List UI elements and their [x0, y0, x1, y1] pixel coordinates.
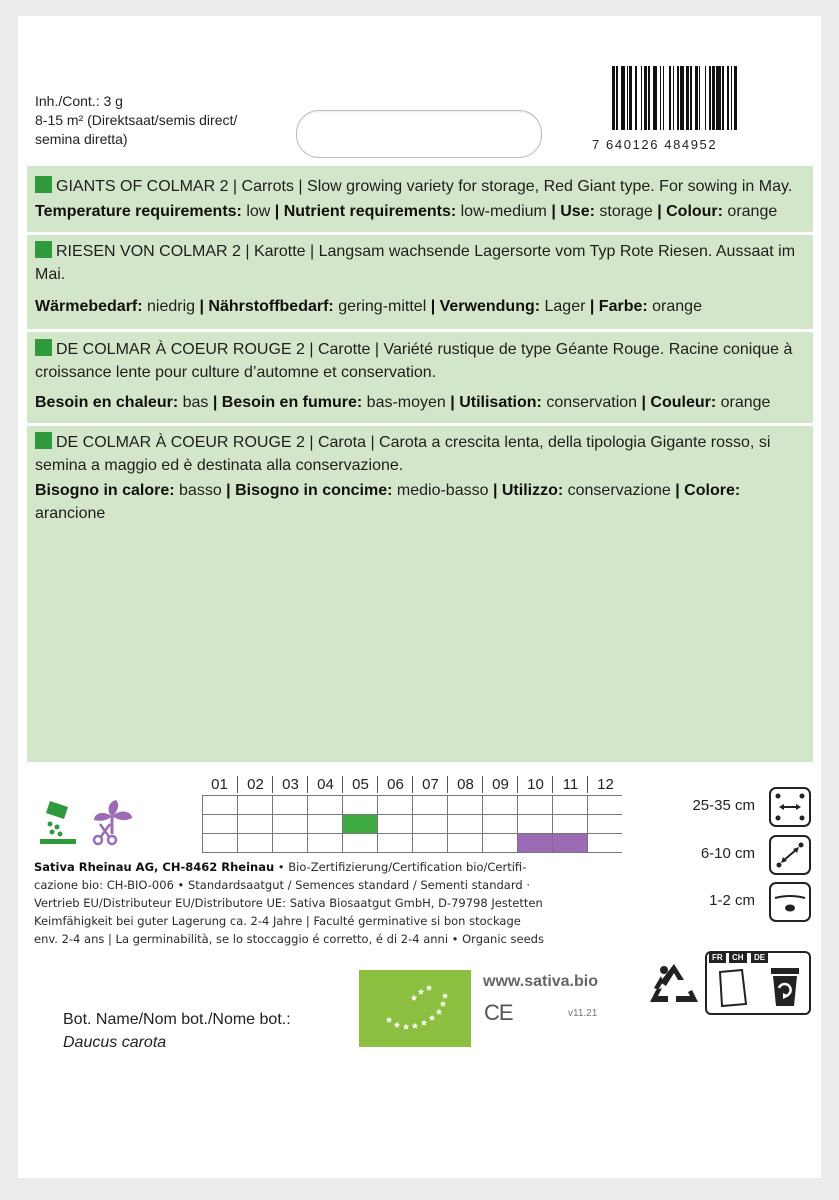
calendar-cell: [552, 796, 587, 814]
barcode-bar: [627, 66, 628, 130]
barcode-bar: [653, 66, 657, 130]
eu-organic-logo: [359, 970, 471, 1047]
spec-value: bas: [178, 394, 213, 411]
barcode: [608, 66, 768, 136]
section-desc: GIANTS OF COLMAR 2 | Carrots | Slow growing variety for storage, Red Giant type. For sowing in May.: [56, 178, 793, 195]
section-it: [35, 431, 801, 525]
barcode-bar: [616, 66, 617, 130]
spec-key: | Nutrient requirements:: [274, 203, 457, 220]
calendar-cell: [587, 815, 622, 833]
legal-line: cazione bio: CH-BIO-006 • Standardsaatgut / Semences standard / Sementi standard ·: [34, 878, 530, 892]
barcode-bar: [621, 66, 625, 130]
latin-name: Daucus carota: [63, 1034, 167, 1051]
green-square-icon: [35, 339, 52, 356]
green-square-icon: [35, 176, 52, 193]
green-square-icon: [35, 432, 52, 449]
calendar-grid: [202, 795, 622, 853]
spec-key: | Couleur:: [641, 394, 717, 411]
calendar-cell: [412, 815, 447, 833]
barcode-bar: [648, 66, 649, 130]
sowing-calendar: [202, 773, 622, 853]
barcode-bar: [641, 66, 642, 130]
spec-value: conservation: [541, 394, 642, 411]
month-label: 04: [307, 776, 343, 793]
calendar-cell: [587, 796, 622, 814]
spec-key: Besoin en chaleur:: [35, 394, 179, 411]
calendar-cell: [377, 796, 412, 814]
spec-key: | Verwendung:: [430, 298, 541, 315]
month-label: 11: [552, 776, 588, 793]
spec-key: | Nährstoffbedarf:: [199, 298, 334, 315]
spec-key: Wärmebedarf:: [35, 298, 143, 315]
barcode-bar: [669, 66, 672, 130]
spec-key: Temperature requirements:: [35, 203, 242, 220]
month-label: 02: [237, 776, 273, 793]
calendar-row-blank: [202, 795, 622, 814]
calendar-cell: [272, 815, 307, 833]
row-spacing-label: 25-35 cm: [692, 797, 755, 814]
spec-key: Bisogno in calore:: [35, 482, 175, 499]
barcode-bar: [629, 66, 632, 130]
barcode-bar: [644, 66, 647, 130]
month-label: 10: [517, 776, 553, 793]
month-label: 08: [447, 776, 483, 793]
calendar-row-sowing: [202, 814, 622, 833]
calendar-cell: [202, 834, 237, 852]
spec-key: | Besoin en fumure:: [212, 394, 363, 411]
spec-key: | Farbe:: [589, 298, 648, 315]
barcode-bar: [705, 66, 706, 130]
row-spacing: [653, 785, 813, 829]
month-label: 01: [211, 776, 228, 793]
month-label: 09: [482, 776, 518, 793]
section-desc: RIESEN VON COLMAR 2 | Karotte | Langsam wachsende Lagersorte vom Typ Rote Riesen. Aussaat im Mai.: [35, 243, 796, 283]
website-link[interactable]: www.sativa.bio: [483, 973, 598, 990]
calendar-cell: [307, 815, 342, 833]
month-label: 06: [377, 776, 413, 793]
tab-ch: CH: [729, 952, 747, 963]
calendar-cell: [447, 796, 482, 814]
spec-value: orange: [647, 298, 702, 315]
calendar-cell: [272, 796, 307, 814]
calendar-cell: [202, 815, 237, 833]
sowing-area-cont: semina diretta): [35, 131, 128, 147]
calendar-cell: [342, 796, 377, 814]
barcode-bar: [686, 66, 689, 130]
recycle-icon: [646, 960, 702, 1010]
month-label: 12: [587, 776, 623, 793]
calendar-cell: [552, 834, 587, 852]
content-weight: Inh./Cont.: 3 g: [35, 93, 123, 109]
spec-key: | Use:: [551, 203, 595, 220]
sowing-depth-label: 1-2 cm: [709, 892, 755, 909]
version-label: v11.21: [568, 1008, 598, 1019]
hang-slot: [296, 110, 542, 158]
spec-value: low-medium: [456, 203, 552, 220]
spec-key: | Utilisation:: [450, 394, 542, 411]
legal-line: Vertrieb EU/Distributeur EU/Distributore UE: Sativa Biosaatgut GmbH, D-79798 Jestetten: [34, 896, 543, 910]
spec-value: orange: [716, 394, 771, 411]
country-tabs: [705, 951, 811, 965]
content-info: [35, 92, 265, 149]
botanical-label: Bot. Name/Nom bot./Nome bot.:: [63, 1011, 291, 1028]
legal-line: env. 2-4 ans | La germinabilità, se lo stoccaggio é corretto, é di 2-4 anni • Organic seeds: [34, 932, 544, 946]
spec-value: arancione: [35, 505, 106, 522]
barcode-bar: [677, 66, 678, 130]
month-label: 03: [272, 776, 308, 793]
calendar-cell: [412, 796, 447, 814]
section-desc: DE COLMAR À COEUR ROUGE 2 | Carotte | Variété rustique de type Géante Rouge. Racine conique à croissance lente pour culture d’automne et conservation.: [35, 341, 793, 381]
calendar-cell: [517, 834, 552, 852]
calendar-cell: [447, 815, 482, 833]
certification: • Bio-Zertifizierung/Certification bio/Certifi-: [274, 860, 527, 874]
barcode-bar: [695, 66, 698, 130]
barcode-bar: [612, 66, 615, 130]
barcode-bars: [612, 66, 768, 130]
calendar-cell: [307, 796, 342, 814]
divider: [27, 232, 813, 235]
green-square-icon: [35, 241, 52, 258]
section-de: [35, 240, 801, 318]
tab-fr: FR: [709, 952, 726, 963]
spec-key: | Colore:: [675, 482, 741, 499]
calendar-cell: [237, 834, 272, 852]
section-specs: [35, 200, 801, 223]
section-specs: [35, 479, 801, 525]
spec-value: bas-moyen: [362, 394, 451, 411]
spec-key: | Utilizzo:: [492, 482, 564, 499]
calendar-cell: [202, 796, 237, 814]
barcode-bar: [731, 66, 732, 130]
harvest-icon: [82, 794, 140, 846]
calendar-cell: [237, 815, 272, 833]
calendar-cell: [482, 796, 517, 814]
spec-value: niedrig: [142, 298, 200, 315]
section-fr: [35, 338, 801, 414]
sow-icon: [38, 797, 78, 845]
spec-value: low: [241, 203, 275, 220]
barcode-bar: [734, 66, 737, 130]
barcode-bar: [663, 66, 664, 130]
spec-key: | Colour:: [657, 203, 723, 220]
calendar-months: [202, 773, 622, 795]
spec-value: basso: [174, 482, 227, 499]
calendar-cell: [447, 834, 482, 852]
calendar-cell: [377, 834, 412, 852]
spec-value: gering-mittel: [333, 298, 431, 315]
sowing-depth: [653, 880, 813, 924]
legal-line: Keimfähigkeit bei guter Lagerung ca. 2-4 Jahre | Faculté germinative si bon stockage: [34, 914, 521, 928]
barcode-bar: [690, 66, 691, 130]
legal-text: [34, 858, 634, 948]
spec-key: | Bisogno in concime:: [226, 482, 393, 499]
month-label: 07: [412, 776, 448, 793]
section-specs: [35, 391, 801, 414]
sowing-area: 8-15 m² (Direktsaat/semis direct/: [35, 112, 238, 128]
botanical-name: [63, 1008, 291, 1054]
spec-value: storage: [594, 203, 658, 220]
divider: [27, 423, 813, 426]
description-panel: [27, 166, 813, 762]
calendar-cell: [377, 815, 412, 833]
calendar-cell: [342, 834, 377, 852]
section-desc: DE COLMAR À COEUR ROUGE 2 | Carota | Carota a crescita lenta, della tipologia Gigante rosso, si semina a maggio ed è destinata alla conservazione.: [35, 434, 771, 474]
spec-value: medio-basso: [392, 482, 493, 499]
calendar-cell: [587, 834, 622, 852]
calendar-cell: [482, 815, 517, 833]
barcode-number: 7 640126 484952: [592, 137, 718, 152]
calendar-cell: [237, 796, 272, 814]
spec-value: Lager: [540, 298, 590, 315]
calendar-cell: [307, 834, 342, 852]
calendar-cell: [517, 815, 552, 833]
calendar-cell: [272, 834, 307, 852]
barcode-bar: [722, 66, 723, 130]
barcode-bar: [660, 66, 661, 130]
barcode-bar: [673, 66, 674, 130]
barcode-bar: [680, 66, 684, 130]
plant-spacing-icon: [769, 835, 811, 875]
sowing-depth-icon: [769, 882, 811, 922]
ce-mark: CE: [484, 1000, 513, 1025]
spec-value: conservazione: [563, 482, 676, 499]
section-specs: [35, 295, 801, 318]
calendar-row-harvest: [202, 833, 622, 853]
calendar-cell: [412, 834, 447, 852]
row-spacing-icon: [769, 787, 811, 827]
month-label: 05: [342, 776, 378, 793]
barcode-bar: [709, 66, 710, 130]
barcode-bar: [699, 66, 700, 130]
divider: [27, 329, 813, 332]
barcode-bar: [716, 66, 720, 130]
section-en: [35, 175, 801, 223]
spec-value: orange: [722, 203, 778, 220]
calendar-cell: [552, 815, 587, 833]
barcode-bar: [712, 66, 715, 130]
plant-spacing: [653, 833, 813, 877]
barcode-bar: [635, 66, 636, 130]
plant-spacing-label: 6-10 cm: [700, 845, 755, 862]
calendar-cell: [342, 815, 377, 833]
calendar-cell: [482, 834, 517, 852]
company-name: Sativa Rheinau AG, CH-8462 Rheinau: [34, 860, 275, 874]
calendar-cell: [517, 796, 552, 814]
bin-icon: [765, 966, 805, 1010]
barcode-bar: [727, 66, 730, 130]
bag-icon: [716, 968, 750, 1008]
tab-de: DE: [751, 952, 768, 963]
